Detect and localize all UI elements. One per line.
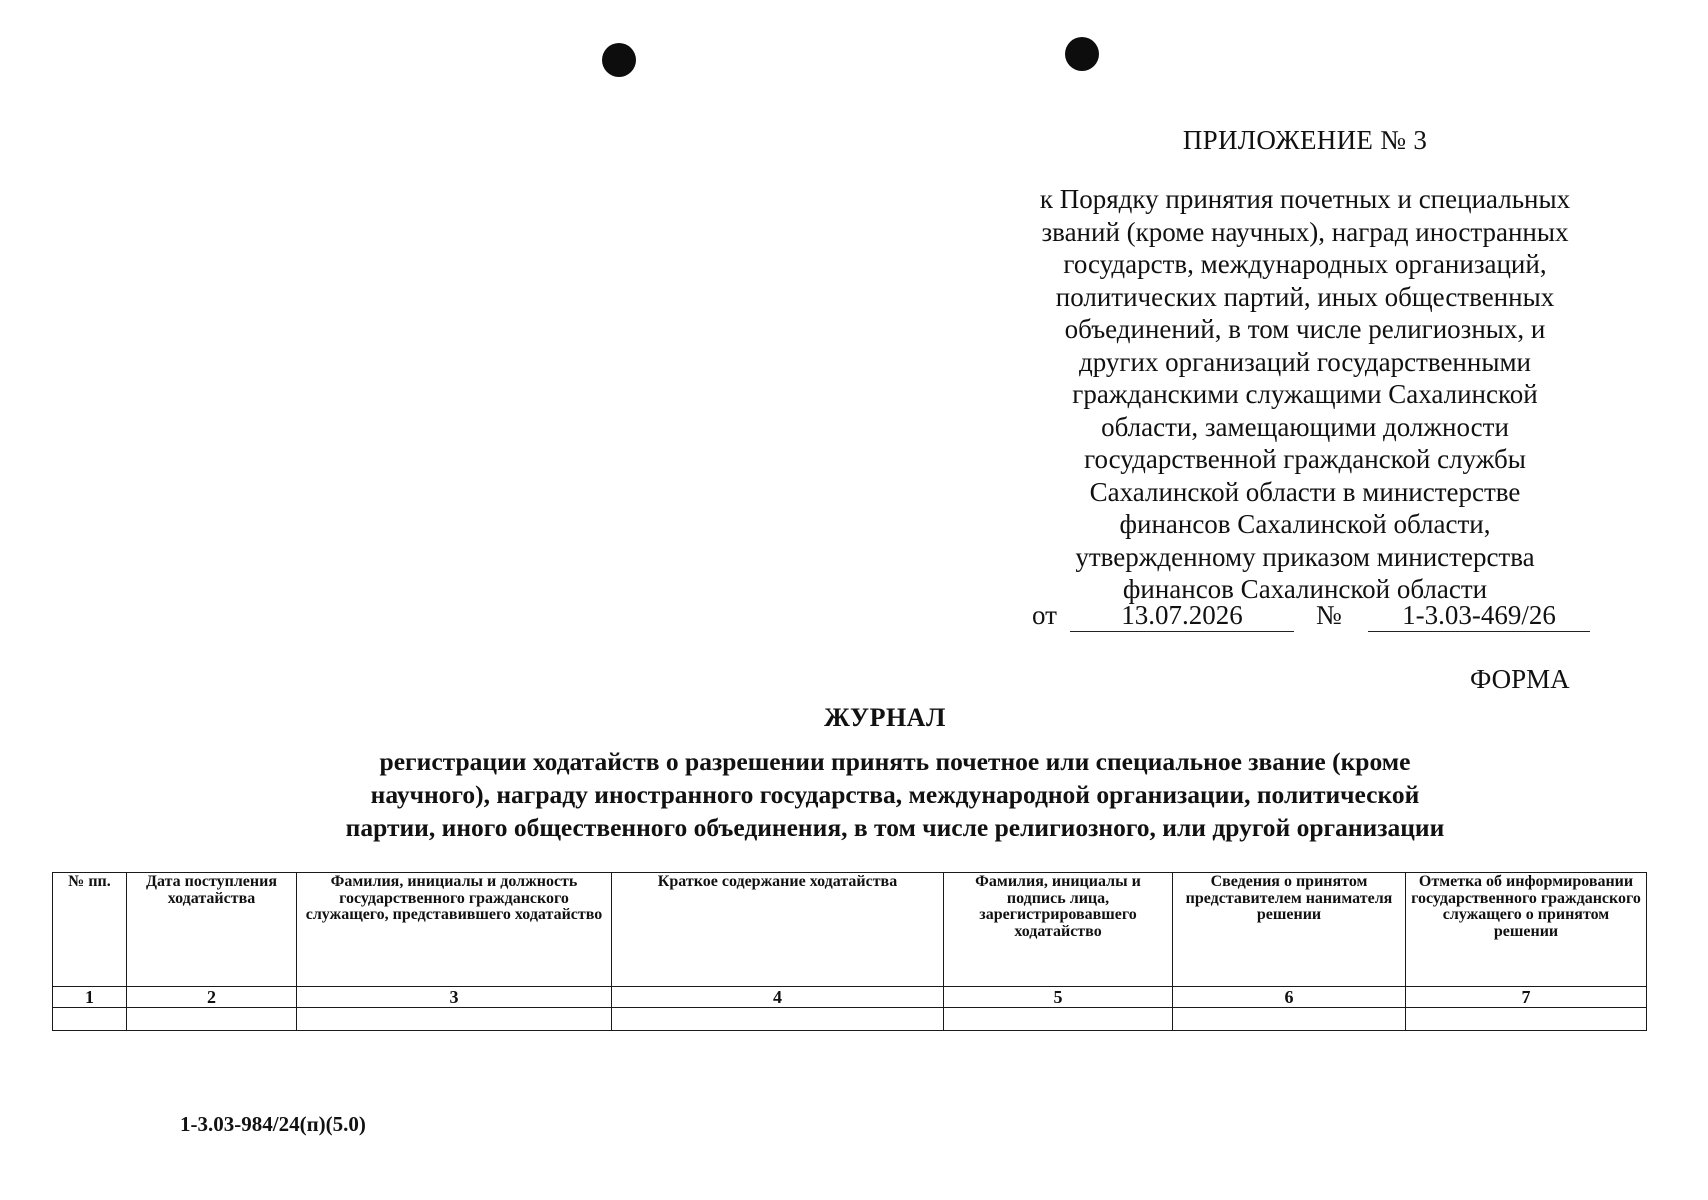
column-header: Фамилия, инициалы и подпись лица, зарегистрировавшего ходатайство [944,873,1173,987]
order-from-label: от [1032,600,1057,630]
column-number: 5 [944,987,1173,1008]
appendix-title: ПРИЛОЖЕНИЕ № 3 [1182,125,1428,155]
column-number: 6 [1173,987,1406,1008]
appendix-line: государственной гражданской службы [1084,444,1526,474]
order-reference [1032,600,1592,636]
appendix-line: других организаций государственными [1078,346,1531,377]
appendix-line: званий (кроме научных), наград иностранных [1041,216,1569,247]
appendix-line: финансов Сахалинской области, [1119,509,1491,539]
journal-subtitle [220,745,1570,844]
order-date: 13.07.2026 [1070,600,1294,632]
column-number-row [53,987,1647,1008]
document-code: 1-3.03-984/24(п)(5.0) [180,1112,366,1136]
table-cell[interactable] [1406,1008,1647,1031]
subtitle-line: партии, иного общественного объединения, в том числе религиозного, или другой организации [345,813,1445,842]
journal-title: ЖУРНАЛ [824,703,946,732]
column-number: 1 [53,987,127,1008]
appendix-line: государств, международных организаций, [1063,249,1547,279]
table-cell[interactable] [127,1008,297,1031]
table-header-row [53,873,1647,987]
order-number-sign: № [1316,600,1342,630]
table-cell[interactable] [297,1008,612,1031]
table-cell[interactable] [612,1008,944,1031]
punch-hole-left [602,43,636,77]
column-number: 7 [1406,987,1647,1008]
column-header: Отметка об информировании государственного гражданского служащего о принятом решении [1406,873,1647,987]
appendix-line: к Порядку принятия почетных и специальных [1039,184,1571,214]
order-number: 1-3.03-469/26 [1368,600,1590,632]
table-cell[interactable] [53,1008,127,1031]
subtitle-line: регистрации ходатайств о разрешении принять почетное или специальное звание (кроме [379,747,1411,776]
punch-hole-right [1065,37,1099,71]
appendix-block [995,125,1615,606]
subtitle-line: научного), награду иностранного государства, международной организации, политической [370,780,1420,809]
appendix-line: объединений, в том числе религиозных, и [1064,314,1546,344]
column-number: 2 [127,987,297,1008]
table-cell[interactable] [944,1008,1173,1031]
column-header: № пп. [53,873,127,987]
column-header: Фамилия, инициалы и должность государственного гражданского служащего, представившего ходатайство [297,873,612,987]
journal-table [52,872,1647,1031]
appendix-line: финансов Сахалинской области [1122,574,1488,604]
appendix-line: политических партий, иных общественных [1055,281,1555,312]
appendix-line: области, замещающими должности [1101,411,1509,442]
column-header: Сведения о принятом представителем нанимателя решении [1173,873,1406,987]
column-number: 4 [612,987,944,1008]
appendix-line: Сахалинской области в министерстве [1089,476,1521,507]
appendix-line: утвержденному приказом министерства [1075,541,1535,572]
appendix-line: гражданскими служащими Сахалинской [1072,379,1538,409]
table-cell[interactable] [1173,1008,1406,1031]
form-label: ФОРМА [1470,664,1570,694]
column-header: Дата поступления ходатайства [127,873,297,987]
table-row [53,1008,1647,1031]
column-number: 3 [297,987,612,1008]
column-header: Краткое содержание ходатайства [612,873,944,987]
